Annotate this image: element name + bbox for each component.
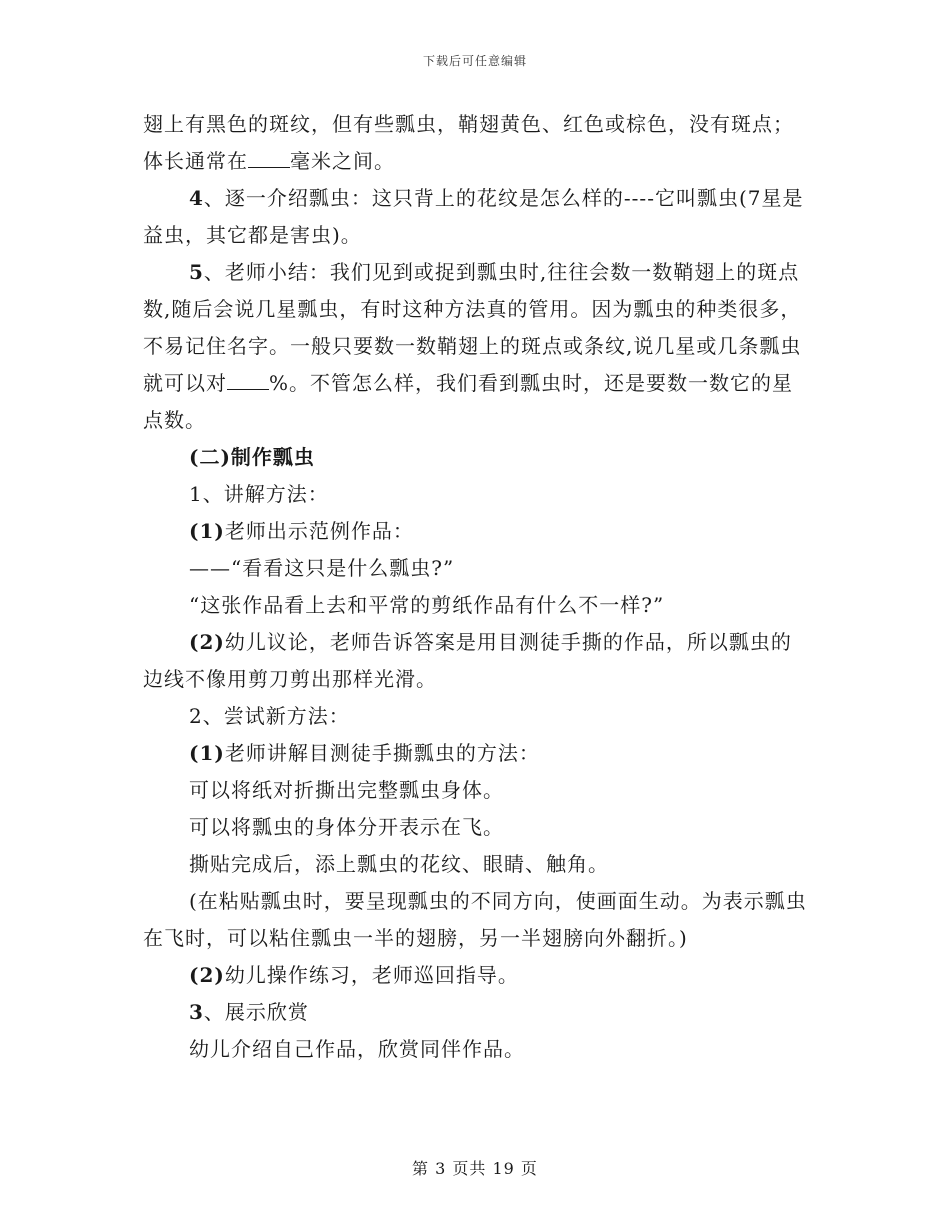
paragraph-text: 老师讲解目测徒手撕瓢虫的方法： <box>224 741 540 765</box>
step-number: 3 <box>189 1000 204 1024</box>
step-number: 1 <box>189 482 203 506</box>
paragraph-step-2 <box>143 698 811 735</box>
paragraph-method-1: 可以将纸对折撕出完整瓢虫身体。 <box>189 778 504 802</box>
substep-number: (1) <box>189 519 225 543</box>
paragraph-step-1 <box>143 476 811 513</box>
paragraph-substep-1b <box>143 735 811 772</box>
paragraph-final: 幼儿介绍自己作品，欣赏同伴作品。 <box>189 1037 525 1061</box>
paragraph-text: 、讲解方法： <box>202 482 329 506</box>
paragraph-text: 幼儿操作练习，老师巡回指导。 <box>224 963 519 987</box>
step-number: 2 <box>189 704 203 728</box>
page-footer: 第 3 页共 19 页 <box>412 1159 538 1178</box>
paragraph-step-3 <box>143 994 811 1031</box>
paragraph-substep-1 <box>143 513 811 550</box>
paragraph-note: (在粘贴瓢虫时，要呈现瓢虫的不同方向，使画面生动。为表示瓢虫在飞时，可以粘住瓢虫一半的翅膀，另一半翅膀向外翻折。) <box>143 889 807 950</box>
step-number: 4 <box>189 186 204 210</box>
paragraph-method-2: 可以将瓢虫的身体分开表示在飞。 <box>189 815 504 839</box>
substep-number: (2) <box>189 630 225 654</box>
paragraph-text: 老师出示范例作品： <box>224 519 414 543</box>
paragraph-text: 、老师小结：我们见到或捉到瓢虫时,往往会数一数鞘翅上的斑点数,随后会说几星瓢虫，有时这种方法真的管用。因为瓢虫的种类很多，不易记住名字。一般只要数一数鞘翅上的斑点或条纹,说几星或几条瓢虫就可以对 <box>143 260 802 395</box>
paragraph-text: %。不管怎么样，我们看到瓢虫时，还是要数一数它的星点数。 <box>143 371 794 432</box>
paragraph-step-5 <box>143 254 811 439</box>
section-heading: (二)制作瓢虫 <box>189 445 315 469</box>
substep-number: (2) <box>189 963 225 987</box>
paragraph-text: 毫米之间。 <box>290 149 395 173</box>
paragraph-text: 、展示欣赏 <box>203 1000 309 1024</box>
document-body <box>143 106 811 1068</box>
paragraph-quote-1: ——“看看这只是什么瓢虫?” <box>189 556 455 580</box>
paragraph-text: 幼儿议论，老师告诉答案是用目测徒手撕的作品，所以瓢虫的边线不像用剪刀剪出那样光滑。 <box>143 630 792 691</box>
step-number: 5 <box>189 260 204 284</box>
paragraph-step-4 <box>143 180 811 254</box>
paragraph-text: 翅上有黑色的斑纹，但有些瓢虫，鞘翅黄色、红色或棕色，没有斑点；体长通常在 <box>143 112 794 173</box>
paragraph-text: 、尝试新方法： <box>202 704 350 728</box>
paragraph-substep-2b <box>143 957 811 994</box>
fill-in-blank <box>227 369 269 390</box>
fill-in-blank <box>248 147 290 168</box>
substep-number: (1) <box>189 741 225 765</box>
paragraph-substep-2 <box>143 624 811 698</box>
paragraph-text: 、逐一介绍瓢虫：这只背上的花纹是怎么样的----它叫瓢虫(7星是益虫，其它都是害虫)。 <box>143 186 804 247</box>
page-header: 下载后可任意编辑 <box>422 54 527 68</box>
paragraph-continued <box>143 106 811 180</box>
paragraph-method-3: 撕贴完成后，添上瓢虫的花纹、眼睛、触角。 <box>189 852 609 876</box>
paragraph-quote-2: “这张作品看上去和平常的剪纸作品有什么不一样?” <box>189 593 665 617</box>
